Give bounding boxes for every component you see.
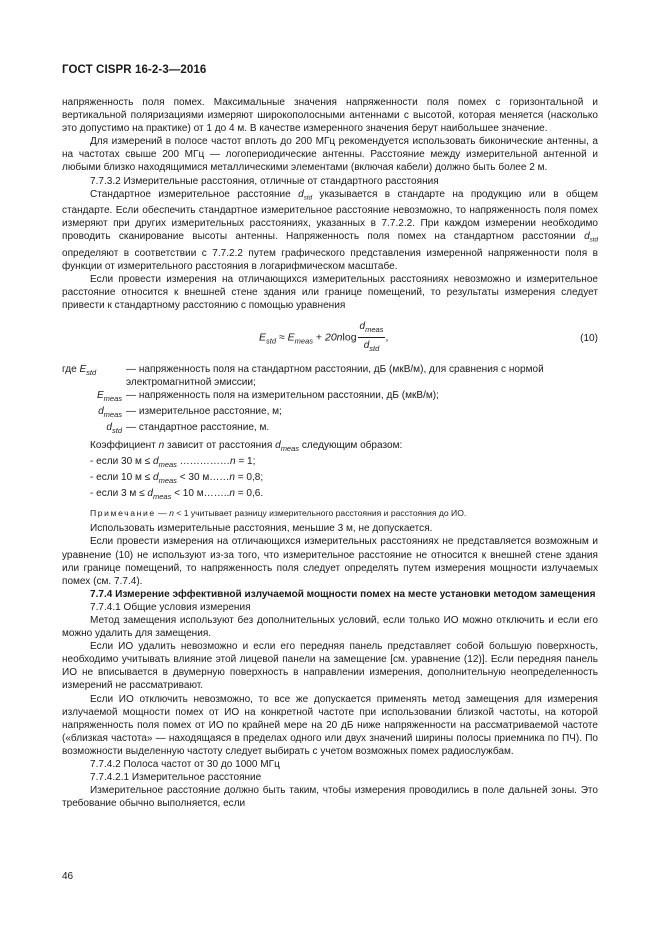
subsection-heading: 7.7.4.2 Полоса частот от 30 до 1000 МГц	[90, 759, 280, 771]
page-number: 46	[62, 871, 74, 882]
paragraph: Стандартное измерительное расстояние $d_{std}$ указывается в стандарте на продукцию или в общем стандарте. Если обеспечить стандартное измерительное расстояние невозможно, то напряженность поля помех измеряют при других измерительных расстояниях, указанных в 7.7.2.2. При каждом измерении необходимо проводить сканирование высоты антенны. Напряженность поля помех на стандартном расстоянии $d_{std}$ определяют в соответствии с 7.7.2.2 путем графического представления измеренной напряженности поля в функции от измерительного расстояния в логарифмическом масштабе.	[62, 188, 598, 273]
equation-fraction: $\frac{d_{meas}}{d_{std}}$	[359, 320, 384, 353]
subsection-heading: 7.7.4.2.1 Измерительное расстояние	[90, 772, 262, 784]
paragraph: напряженность поля помех. Максимальные значения напряженности поля помех с горизонтальной и вертикальной поляризациями измеряют широкополосными антеннами с высотой, которая меняется (насколько это допустимо на практике) от 1 до 4 м. В качестве измеренного значения берут наибольшее значение.	[62, 97, 598, 135]
list-item: - если 30 $м \le d_{meas}$ ……………n = 1;	[90, 456, 256, 470]
section-heading: 7.7.4 Измерение эффективной излучаемой мощности помех на месте установки методом замещения	[90, 588, 596, 600]
paragraph: Измерительное расстояние должно быть таким, чтобы измерения проводились в поле дальней зоны. Это требование обычно выполняется, если	[62, 785, 598, 810]
definition-item: $d_{meas}$ — измерительное расстояние, м;	[98, 405, 282, 419]
list-item: - если 10 $м \le d_{meas} < 30$ м……n = 0,8;	[90, 472, 264, 486]
paragraph: Если ИО удалить невозможно и если его передняя панель представляет собой большую поверхность, необходимо учитывать влияние этой лицевой панели на замещение [см. уравнение (12)]. Если передняя панель ИО не вписывается в двумерную поверхность в направлении измерения, дополнительную неопределенность измерений не рассматривают.	[62, 641, 598, 692]
document-header: ГОСТ CISPR 16-2-3—2016	[62, 64, 207, 76]
subsection-heading: 7.7.4.1 Общие условия измерения	[90, 601, 251, 613]
paragraph: Для измерений в полосе частот вплоть до 200 МГц рекомендуется использовать биконические антенны, а на частотах свыше 200 МГц — логопериодические антенны. Расстояние между измерительной антенной и любыми близко находящимися металлическими элементами (включая кабели) должно быть более 2 м.	[62, 136, 598, 174]
equation-number: (10)	[580, 332, 598, 344]
equation-expression: $E_{std} \approx E_{meas} + 20nlog$ $\frac{d_{meas}}{d_{std}}$ ,	[259, 320, 388, 355]
document-body	[62, 96, 598, 810]
note: Примечание — n < 1 учитывает разницу измерительного расстояния и расстояния до ИО.	[90, 508, 467, 519]
paragraph: Коэффициент n зависит от расстояния $d_{meas}$ следующим образом:	[90, 439, 403, 453]
paragraph: Если провести измерения на отличающихся измерительных расстояниях не представляется возможным и уравнение (10) не используют из-за того, что измерительное расстояние не относится к внешней стене здания или границе помещений, то напряженность поля следует определять путем измерения мощности излучаемых помех (см. 7.7.4).	[62, 536, 598, 587]
paragraph: Если провести измерения на отличающихся измерительных расстояниях невозможно и измерительное расстояние относится к внешней стене здания или границе помещений, то результаты измерения следует привести к стандартному расстоянию с помощью уравнения	[62, 274, 598, 312]
paragraph: Использовать измерительные расстояния, меньшие 3 м, не допускается.	[90, 523, 433, 535]
list-item: - если 3 $м \le d_{meas} < 10$ м……..n = 0,6.	[90, 488, 264, 502]
definition-item: $E_{meas}$ — напряженность поля на измерительном расстоянии, дБ (мкВ/м);	[96, 389, 439, 403]
equation-10	[62, 317, 598, 357]
paragraph: Метод замещения используют без дополнительных условий, если только ИО можно отключить и если его можно удалить для замещения.	[62, 615, 598, 640]
coefficient-list	[62, 455, 598, 503]
definition-item: где $E_{std}$ — напряженность поля на стандартном расстоянии, дБ (мкВ/м), для сравнения с нормой электромагнитной эмиссии;	[62, 363, 544, 388]
variable-definitions	[62, 363, 598, 437]
subsection-heading: 7.7.3.2 Измерительные расстояния, отличные от стандартного расстояния	[90, 175, 439, 187]
paragraph: Если ИО отключить невозможно, то все же допускается применять метод замещения для измерения излучаемой мощности помех от ИО на конкретной частоте при использовании близкой частоты, на которой напряженность поля помех от ИО по крайней мере на 20 дБ ниже напряженности на рассматриваемой частоте («близкая частота» — находящаяся в пределах одного или двух значений ширины полосы приемника по ПЧ). По возможности выделенную частоту следует выбирать с учетом возможных помех радиослужбам.	[62, 693, 598, 757]
definition-item: $d_{std}$ — стандартное расстояние, м.	[106, 421, 270, 435]
